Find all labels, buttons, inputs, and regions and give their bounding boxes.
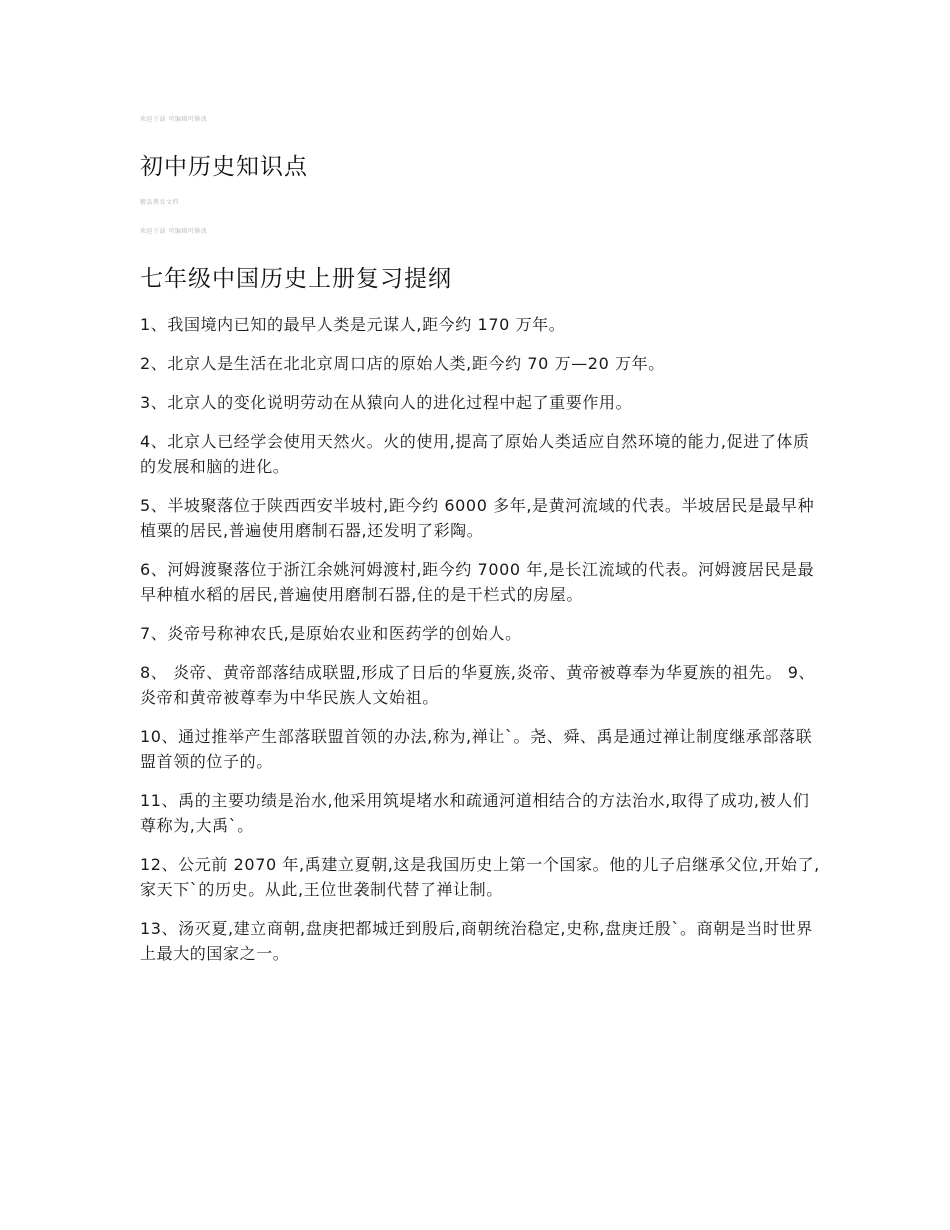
header-note: 欢迎下载 可编辑可修改: [140, 116, 208, 123]
list-item: 8、 炎帝、黄帝部落结成联盟,形成了日后的华夏族,炎帝、黄帝被尊奉为华夏族的祖先。 9、炎帝和黄帝被尊奉为中华民族人文始祖。: [140, 663, 816, 707]
list-item: 13、汤灭夏,建立商朝,盘庚把都城迁到殷后,商朝统治稳定,史称,盘庚迁殷`。商朝是当时世界上最大的国家之一。: [140, 919, 813, 963]
list-item: 12、公元前 2070 年,禹建立夏朝,这是我国历史上第一个国家。他的儿子启继承父位,开始了,家天下`的历史。从此,王位世袭制代替了禅让制。: [140, 855, 820, 899]
list-item: 2、北京人是生活在北北京周口店的原始人类,距今约 70 万—20 万年。: [140, 354, 665, 373]
outline-list: [140, 312, 820, 980]
list-item: 10、通过推举产生部落联盟首领的办法,称为,禅让`。尧、舜、禹是通过禅让制度继承部落联盟首领的位子的。: [140, 727, 813, 771]
list-item: 7、炎帝号称神农氏,是原始农业和医药学的创始人。: [140, 624, 522, 643]
list-item: 4、北京人已经学会使用天然火。火的使用,提高了原始人类适应自然环境的能力,促进了体质的发展和脑的进化。: [140, 432, 810, 476]
section-title: 七年级中国历史上册复习提纲: [140, 266, 452, 292]
document-title: 初中历史知识点: [140, 154, 308, 180]
list-item: 11、禹的主要功绩是治水,他采用筑堤堵水和疏通河道相结合的方法治水,取得了成功,被人们尊称为,大禹`。: [140, 791, 810, 835]
header-note-2: 欢迎下载 可编辑可修改: [140, 228, 208, 235]
list-item: 5、半坡聚落位于陕西西安半坡村,距今约 6000 多年,是黄河流域的代表。半坡居民是最早种植粟的居民,普遍使用磨制石器,还发明了彩陶。: [140, 496, 815, 540]
list-item: 1、我国境内已知的最早人类是元谋人,距今约 170 万年。: [140, 315, 566, 334]
list-item: 3、北京人的变化说明劳动在从猿向人的进化过程中起了重要作用。: [140, 393, 633, 412]
list-item: 6、河姆渡聚落位于浙江余姚河姆渡村,距今约 7000 年,是长江流域的代表。河姆渡居民是最早种植水稻的居民,普遍使用磨制石器,住的是干栏式的房屋。: [140, 560, 815, 604]
sub-note: 精品教育文档: [140, 199, 180, 206]
